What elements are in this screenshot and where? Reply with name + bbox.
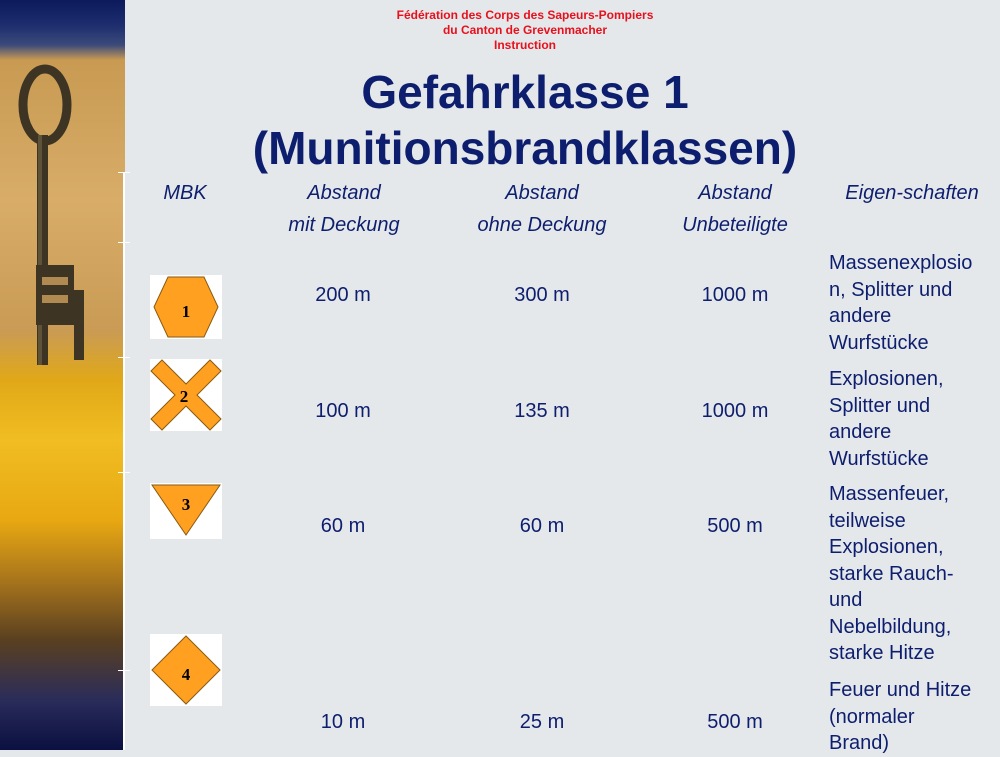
row-1-unbeteiligte: 1000 m xyxy=(701,284,769,306)
prop-line: starke Hitze xyxy=(829,642,935,664)
prop-line: Nebelbildung, xyxy=(829,615,952,638)
prop-line: starke Rauch- xyxy=(829,562,954,585)
prop-line: Wurfstücke xyxy=(829,447,929,470)
row-3-mit-deckung: 60 m xyxy=(320,515,366,537)
row-2-mit-deckung: 100 m xyxy=(315,400,371,422)
mbk-2-label: 2 xyxy=(179,387,189,406)
table-row-divider xyxy=(118,472,130,473)
mbk-2-sign xyxy=(150,359,222,431)
table-row-divider xyxy=(118,242,130,243)
column-header-line1: Abstand xyxy=(505,182,579,204)
title-line-1: Gefahrklasse 1 xyxy=(361,66,689,118)
prop-line: Brand) xyxy=(829,732,890,754)
mbk-3-label: 3 xyxy=(181,495,191,514)
mbk-1-sign xyxy=(150,275,222,339)
row-3-ohne-deckung: 60 m xyxy=(519,515,565,537)
row-1-mit-deckung: 200 m xyxy=(315,284,371,306)
table-row-divider xyxy=(118,670,130,671)
mbk-3-sign xyxy=(150,483,222,539)
column-header-line1: Abstand xyxy=(307,182,381,204)
table-left-border xyxy=(123,172,125,750)
prop-line: teilweise xyxy=(829,509,906,532)
column-header-line2: Unbeteiligte xyxy=(682,214,788,236)
column-header-line1: Abstand xyxy=(698,182,772,204)
key-image xyxy=(0,55,125,375)
prop-line: und xyxy=(829,589,863,611)
row-3-unbeteiligte: 500 m xyxy=(707,515,763,537)
column-header-line2: mit Deckung xyxy=(288,214,400,236)
column-header-mit-deckung xyxy=(264,177,424,241)
table-row-divider xyxy=(118,172,130,173)
page-title xyxy=(125,64,925,176)
mbk-1-label: 1 xyxy=(181,302,191,321)
column-header-line2: ohne Deckung xyxy=(477,214,607,236)
prop-line: n, Splitter und xyxy=(829,278,953,301)
prop-line: Feuer und Hitze xyxy=(829,679,972,701)
prop-line: andere xyxy=(829,305,892,327)
prop-line: Splitter und xyxy=(829,394,931,417)
org-line-1: Fédération des Corps des Sapeurs-Pompiers xyxy=(396,8,654,22)
row-4-unbeteiligte: 500 m xyxy=(707,711,763,733)
row-1-ohne-deckung: 300 m xyxy=(514,284,570,306)
prop-line: Massenexplosio xyxy=(829,252,973,274)
column-header-mbk xyxy=(140,177,230,209)
row-4-ohne-deckung: 25 m xyxy=(519,711,565,733)
mbk-4-label: 4 xyxy=(181,665,191,684)
title-line-2: (Munitionsbrandklassen) xyxy=(252,122,798,174)
row-4-eigenschaften xyxy=(829,677,999,757)
row-1-eigenschaften xyxy=(829,250,999,356)
prop-line: Wurfstücke xyxy=(829,331,929,354)
column-header-ohne-deckung xyxy=(462,177,622,241)
row-3-eigenschaften xyxy=(829,481,999,667)
column-header-eigenschaften xyxy=(826,177,998,209)
org-line-2: du Canton de Grevenmacher xyxy=(442,23,608,37)
row-2-eigenschaften xyxy=(829,366,999,472)
column-header-unbeteiligte xyxy=(655,177,815,241)
column-header-line1: Eigen-schaften xyxy=(845,182,979,204)
organization-header xyxy=(360,8,690,53)
prop-line: andere xyxy=(829,421,892,443)
prop-line: (normaler xyxy=(829,705,915,728)
row-2-ohne-deckung: 135 m xyxy=(514,400,570,422)
prop-line: Massenfeuer, xyxy=(829,483,950,505)
mbk-4-sign xyxy=(150,634,222,706)
row-2-unbeteiligte: 1000 m xyxy=(701,400,769,422)
prop-line: Explosionen, xyxy=(829,368,944,390)
table-row-divider xyxy=(118,357,130,358)
row-4-mit-deckung: 10 m xyxy=(320,711,366,733)
column-header-mbk-text: MBK xyxy=(163,182,207,204)
prop-line: Explosionen, xyxy=(829,536,944,558)
org-line-3: Instruction xyxy=(494,38,556,52)
